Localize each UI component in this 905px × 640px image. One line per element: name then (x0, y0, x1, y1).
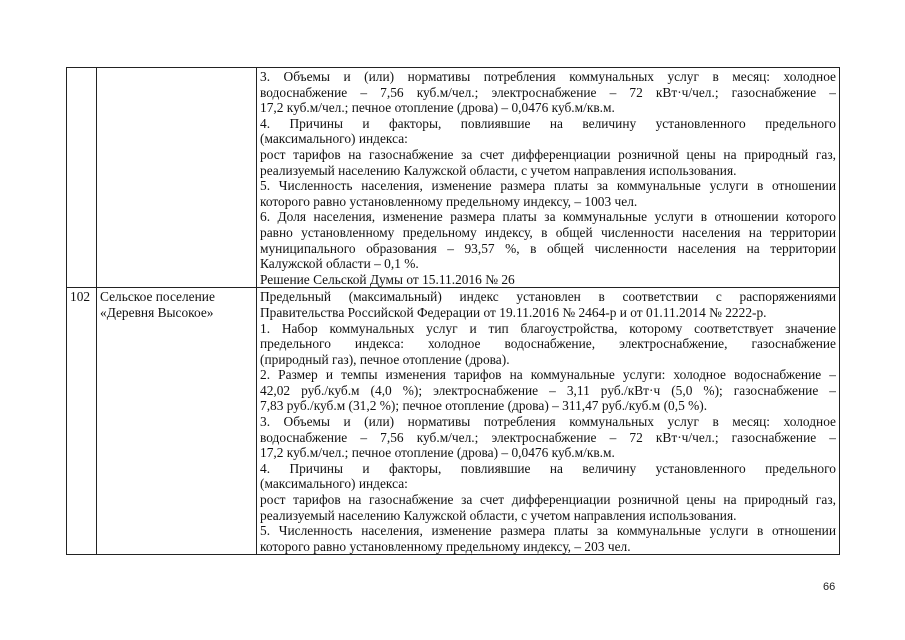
text-line: реализуемый населению Калужской области, с учетом направления использования. (260, 162, 737, 178)
text-line: 3. Объемы и (или) нормативы потребления коммунальных услуг в месяц: холодное (260, 69, 836, 84)
text-line: 4. Причины и факторы, повлиявшие на величину установленного предельного (260, 115, 836, 131)
table-row (67, 288, 840, 555)
data-table (66, 67, 840, 555)
text-line: (природный газ), печное отопление (дрова). (260, 351, 510, 367)
text-line: 2. Размер и темпы изменения тарифов на коммунальные услуги: холодное водоснабжение – (260, 367, 836, 383)
text-line: реализуемый населению Калужской области, с учетом направления использования. (260, 507, 737, 523)
text-line: Предельный (максимальный) индекс установлен в соответствии с распоряжениями (260, 289, 836, 305)
text-line: 4. Причины и факторы, повлиявшие на величину установленного предельного (260, 460, 836, 476)
text-line: водоснабжение – 7,56 куб.м/чел.; электроснабжение – 72 кВт·ч/чел.; газоснабжение – (260, 84, 836, 100)
description-cell (257, 288, 840, 555)
text-line: равно установленному предельному индексу, в общей численности населения на территории (260, 224, 836, 240)
text-line: 3. Объемы и (или) нормативы потребления коммунальных услуг в месяц: холодное (260, 414, 836, 430)
text-line: муниципального образования – 93,57 %, в общей численности населения на территории (260, 240, 836, 256)
text-line: (максимального) индекса: (260, 476, 408, 492)
text-line: которого равно установленному предельному индексу, – 203 чел. (260, 538, 631, 554)
text-line: предельного индекса: холодное водоснабжение, электроснабжение, газоснабжение (260, 336, 836, 352)
text-line: 17,2 куб.м/чел.; печное отопление (дрова) – 0,0476 куб.м/кв.м. (260, 100, 615, 116)
description-cell (257, 68, 840, 288)
settlement-name-cell: Сельское поселение «Деревня Высокое» (97, 288, 257, 555)
text-line: 7,83 руб./куб.м (31,2 %); печное отопление (дрова) – 311,47 руб./куб.м (0,5 %). (260, 398, 708, 414)
text-line: 42,02 руб./куб.м (4,0 %); электроснабжение – 3,11 руб./кВт·ч (5,0 %); газоснабжение – (260, 382, 836, 398)
text-line: 1. Набор коммунальных услуг и тип благоустройства, которому соответствует значение (260, 320, 836, 336)
text-line: Решение Сельской Думы от 15.11.2016 № 26 (260, 271, 515, 287)
text-line: которого равно установленному предельному индексу, – 1003 чел. (260, 193, 638, 209)
text-line: 5. Численность населения, изменение размера платы за коммунальные услуги в отношении (260, 178, 836, 194)
table-body (67, 68, 840, 555)
page-number: 66 (823, 581, 836, 593)
text-line: рост тарифов на газоснабжение за счет дифференциации розничной цены на природный газ, (260, 146, 836, 162)
text-line: рост тарифов на газоснабжение за счет дифференциации розничной цены на природный газ, (260, 492, 836, 508)
settlement-name-cell (97, 68, 257, 288)
text-line: Калужской области – 0,1 %. (260, 256, 419, 272)
text-line: 5. Численность населения, изменение размера платы за коммунальные услуги в отношении (260, 523, 836, 539)
text-line: водоснабжение – 7,56 куб.м/чел.; электроснабжение – 72 кВт·ч/чел.; газоснабжение – (260, 429, 836, 445)
row-number-cell: 102 (67, 288, 97, 555)
text-line: 17,2 куб.м/чел.; печное отопление (дрова) – 0,0476 куб.м/кв.м. (260, 445, 615, 461)
table-row (67, 68, 840, 288)
text-line: Правительства Российской Федерации от 19.11.2016 № 2464-р и от 01.11.2014 № 2222-р. (260, 304, 767, 320)
row-number-cell (67, 68, 97, 288)
text-line: 6. Доля населения, изменение размера платы за коммунальные услуги в отношении которого (260, 209, 836, 225)
text-line: (максимального) индекса: (260, 131, 408, 147)
